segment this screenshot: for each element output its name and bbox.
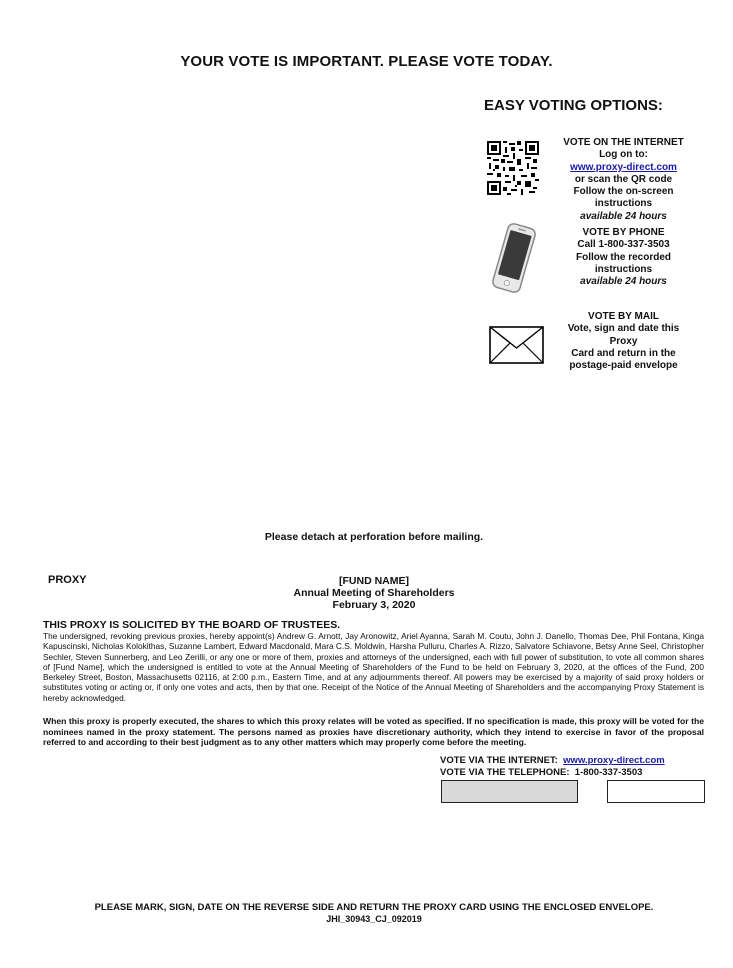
proxy-execution-paragraph: When this proxy is properly executed, the shares to which this proxy relates will be voted as specified. If no specification is made, this proxy will be voted for the nominees named in the proxy statement. The persons named as proxies have discretionary authority, which they intend to exercise in favor of the proposal referred to and according to their best judgment as to any other matters which may properly come before the meeting. [43,716,704,748]
vote-internet-link[interactable]: www.proxy-direct.com [570,161,677,173]
proxy-appointment-paragraph: The undersigned, revoking previous proxies, hereby appoint(s) Andrew G. Arnott, Jay Aronowitz, Ariel Ayanna, Sarah M. Coutu, John J. Danello, Thomas Dee, Phil Fontana, Kinga Kapuscinski, Nicholas Kolokithas, Suzanne Lambert, Edward Macdonald, Mara C.S. Moldwin, Harsha Pulluru, Charles A. Rizzo, Salvatore Schiavone, Betsy Anne Seel, Christopher Sechler, Steven Sunnerberg, and Leo Zerilli, or any one or more of them, proxies and attorneys of the undersigned, each with full power of substitution, to vote all common shares of [Fund Name], which the undersigned is entitled to vote at the Annual Meeting of Shareholders of the Fund to be held on February 3, 2020, at the offices of the Fund, 200 Berkeley Street, Boston, Massachusetts 02116, at 2:00 p.m., Eastern Time, and at any adjournments thereof. All powers may be exercised by a majority of said proxy holders or substitutes voting or acting or, if only one votes and acts, then by that one. Receipt of the Notice of the Annual Meeting of Shareholders and the accompanying Proxy Statement is hereby acknowledged. [43,631,704,703]
vote-via-telephone [440,767,642,778]
proxy-label: PROXY [48,574,87,586]
vote-mail-block [556,311,691,372]
vote-mail-line2: Card and return in the [571,347,676,359]
vote-via-internet-link[interactable]: www.proxy-direct.com [563,755,665,766]
vote-phone-availability: available 24 hours [580,276,667,288]
detach-note: Please detach at perforation before mailing. [264,531,484,543]
easy-voting-title: EASY VOTING OPTIONS: [484,97,663,114]
qr-code-icon [487,141,539,195]
solicited-heading: THIS PROXY IS SOLICITED BY THE BOARD OF TRUSTEES. [43,619,341,631]
vote-internet-instructions: Follow the on-screen instructions [573,186,674,210]
vote-phone-title: VOTE BY PHONE [582,227,665,238]
meeting-title: Annual Meeting of Shareholders [293,587,455,599]
fund-heading [0,575,733,611]
vote-internet-block [556,137,691,223]
vote-via-internet-label: VOTE VIA THE INTERNET: [440,755,558,766]
vote-phone-instructions: Follow the recorded instructions [575,251,671,275]
page-headline: YOUR VOTE IS IMPORTANT. PLEASE VOTE TODAY. [180,53,553,70]
meeting-date: February 3, 2020 [332,599,416,611]
vote-via-telephone-number: 1-800-337-3503 [574,767,643,778]
footer-instruction: PLEASE MARK, SIGN, DATE ON THE REVERSE SIDE AND RETURN THE PROXY CARD USING THE ENCLOSED ENVELOPE. [94,902,654,913]
footer-code: JHI_30943_CJ_092019 [326,914,422,924]
control-number-box [441,780,578,803]
vote-mail-title: VOTE BY MAIL [588,311,659,322]
smartphone-icon [486,222,542,294]
vote-mail-line1: Vote, sign and date this Proxy [567,323,680,347]
fund-name: [FUND NAME] [339,575,409,587]
vote-via-internet [440,755,665,766]
security-code-box [607,780,705,803]
vote-internet-availability: available 24 hours [580,210,667,222]
envelope-icon [489,326,544,364]
vote-mail-line3: postage-paid envelope [569,360,678,372]
vote-via-telephone-label: VOTE VIA THE TELEPHONE: [440,767,570,778]
vote-internet-logon: Log on to: [599,149,648,161]
vote-phone-block [556,227,691,288]
vote-internet-title: VOTE ON THE INTERNET [563,137,684,148]
vote-internet-qr-text: or scan the QR code [574,173,673,185]
vote-phone-number: Call 1-800-337-3503 [577,239,670,251]
